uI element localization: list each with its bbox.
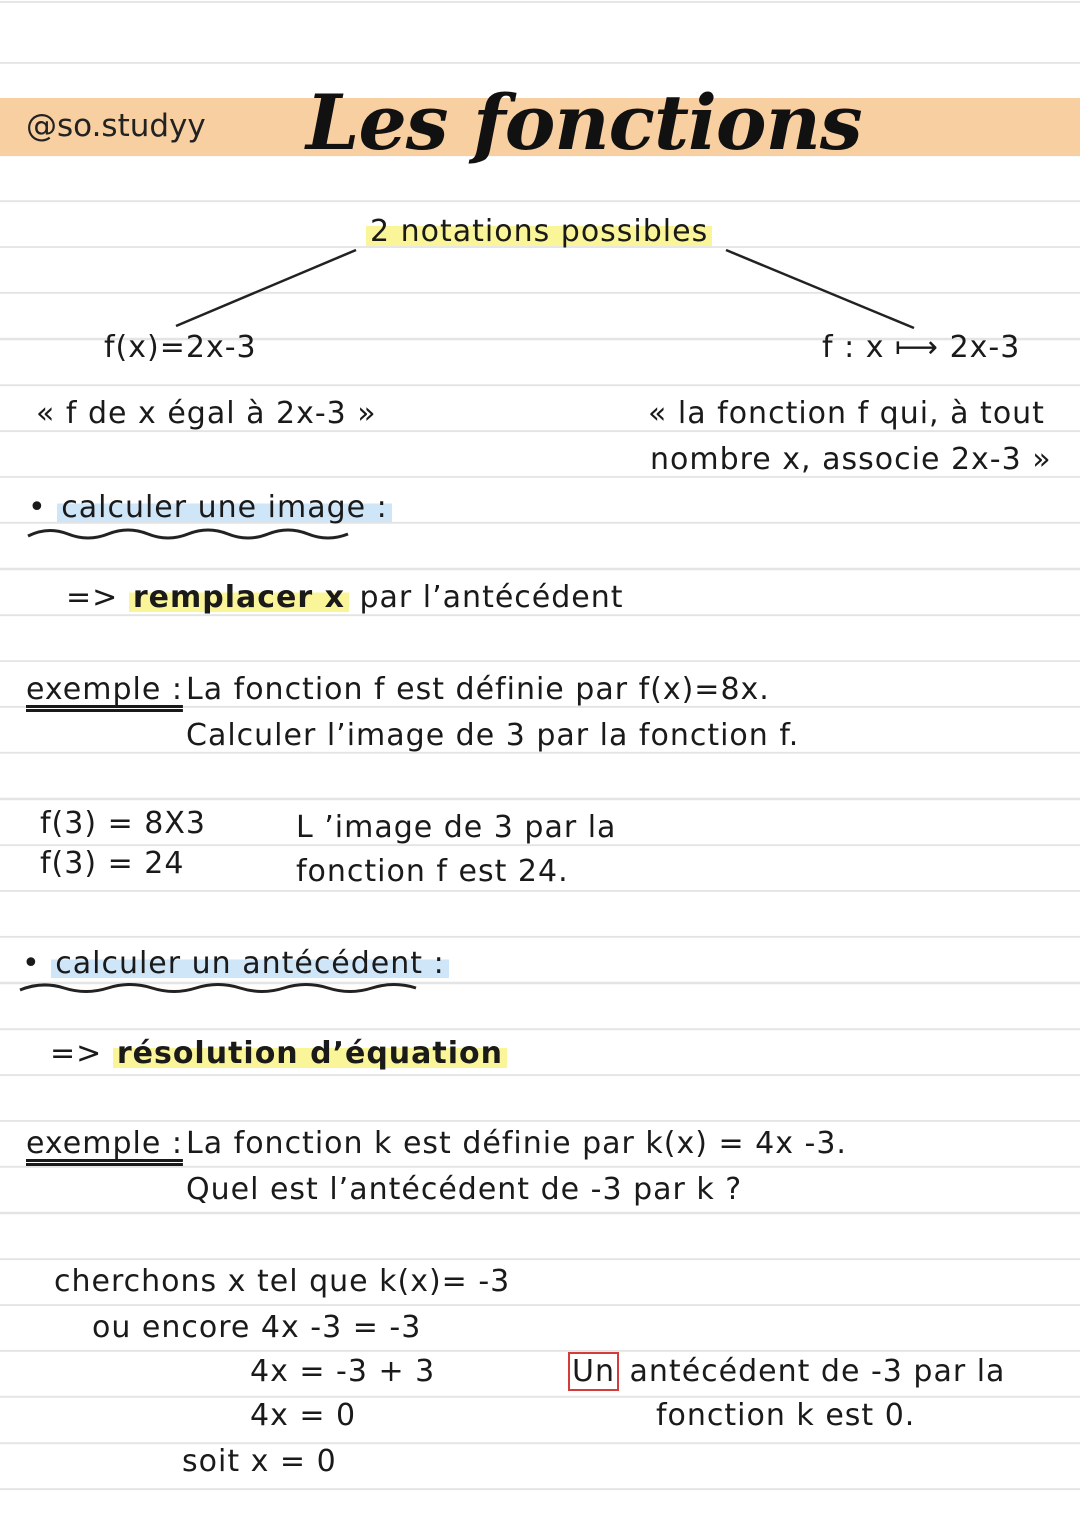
example-label-text: exemple :: [26, 672, 183, 707]
solve-line2: ou encore 4x -3 = -3: [92, 1310, 422, 1345]
section-image-heading: [28, 490, 392, 525]
solve-line4: 4x = 0: [250, 1398, 357, 1433]
example-label-text: exemple :: [26, 1126, 183, 1161]
bullet: •: [28, 490, 47, 525]
image-method: [66, 580, 624, 615]
antecedent-method-highlight: résolution d’équation: [113, 1036, 507, 1071]
section-image-title: calculer une image :: [57, 490, 392, 525]
branch-left-line: [176, 250, 356, 326]
antecedent-answer-line2: fonction k est 0.: [656, 1398, 916, 1433]
section-antecedent-heading: [22, 946, 449, 981]
antecedent-example-line2: Quel est l’antécédent de -3 par k ?: [186, 1172, 743, 1207]
wavy-underline-antecedent: [20, 985, 416, 992]
solve-line3: 4x = -3 + 3: [250, 1354, 436, 1389]
author-handle: @so.studyy: [26, 108, 206, 144]
answer-line1-rest: antécédent de -3 par la: [629, 1354, 1006, 1389]
wavy-underline-image: [28, 530, 348, 538]
notation-left-formula: f(x)=2x-3: [104, 330, 257, 365]
notation-right-formula: f : x ⟼ 2x-3: [822, 330, 1021, 365]
image-calc-line2: f(3) = 24: [40, 846, 185, 881]
image-example-line1: La fonction f est définie par f(x)=8x.: [186, 672, 770, 707]
antecedent-example-label: [26, 1126, 183, 1161]
image-answer-line1: L ’image de 3 par la: [296, 810, 617, 845]
page-title: Les fonctions: [306, 78, 862, 167]
image-method-rest: par l’antécédent: [359, 580, 624, 615]
image-example-line2: Calculer l’image de 3 par la fonction f.: [186, 718, 800, 753]
section-antecedent-title: calculer un antécédent :: [51, 946, 448, 981]
notations-heading-text: 2 notations possibles: [366, 214, 712, 249]
notations-heading: [366, 214, 712, 249]
notation-right-reading-line1: « la fonction f qui, à tout: [648, 396, 1045, 431]
solve-line5: soit x = 0: [182, 1444, 337, 1479]
answer-boxed-word: Un: [568, 1352, 619, 1391]
image-method-highlight: remplacer x: [129, 580, 349, 615]
notation-right-reading-line2: nombre x, associe 2x-3 »: [650, 442, 1052, 477]
antecedent-answer-line1: [568, 1354, 1005, 1389]
image-answer-line2: fonction f est 24.: [296, 854, 569, 889]
antecedent-example-line1: La fonction k est définie par k(x) = 4x -3.: [186, 1126, 847, 1161]
method-arrow: =>: [66, 580, 119, 615]
image-calc-line1: f(3) = 8X3: [40, 806, 206, 841]
antecedent-method: [50, 1036, 507, 1071]
branch-right-line: [726, 250, 914, 328]
image-example-label: [26, 672, 183, 707]
method-arrow: =>: [50, 1036, 103, 1071]
notation-left-reading: « f de x égal à 2x-3 »: [36, 396, 377, 431]
solve-line1: cherchons x tel que k(x)= -3: [54, 1264, 511, 1299]
bullet: •: [22, 946, 41, 981]
